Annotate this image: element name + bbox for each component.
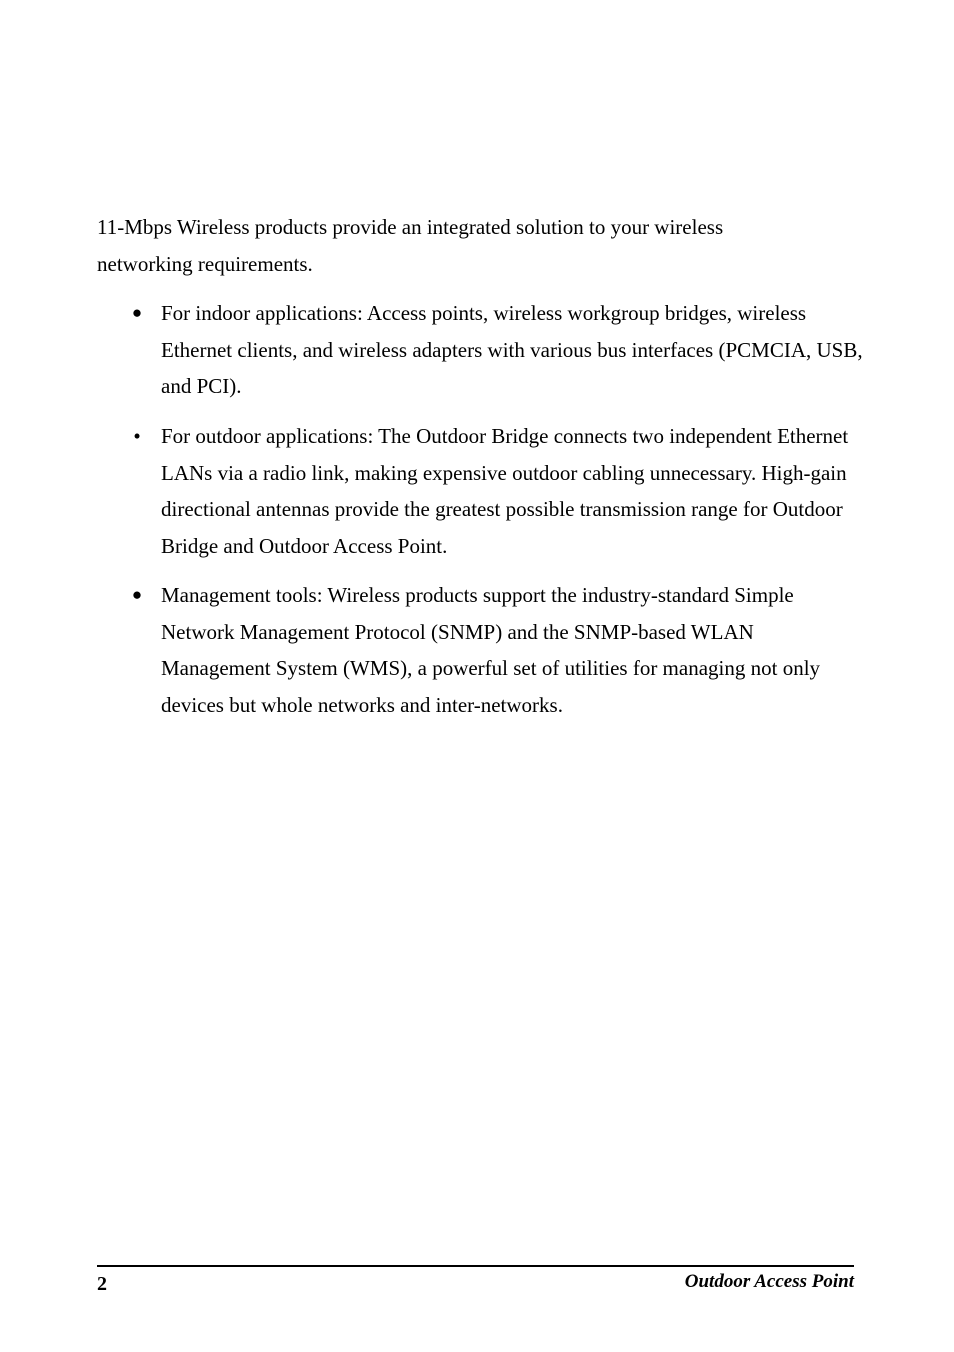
bullet-text: Management tools: Wireless products support the industry-standard Simple Network Management Protocol (SNMP) and the SNMP-based WLAN Management System (WMS), a powerful set of utilities for managing not only devices but whole networks and inter-networks. xyxy=(161,583,821,717)
bullet-item-outdoor xyxy=(133,418,866,564)
bullet-text: For outdoor applications: The Outdoor Bridge connects two independent Ethernet LANs via a radio link, making expensive outdoor cabling unnecessary. High-gain directional antennas provide the greatest possible transmission range for Outdoor Bridge and Outdoor Access Point. xyxy=(161,424,849,558)
bullet-text: For indoor applications: Access points, wireless workgroup bridges, wireless Ethernet clients, and wireless adapters with various bus interfaces (PCMCIA, USB, and PCI). xyxy=(161,301,863,398)
bullet-marker: ● xyxy=(131,585,143,604)
running-title: Outdoor Access Point xyxy=(684,1271,854,1292)
page-number: 2 xyxy=(97,1273,107,1295)
footer-divider xyxy=(97,1265,854,1267)
bullet-marker: • xyxy=(133,424,141,448)
bullet-item-management xyxy=(131,577,866,723)
intro-paragraph: 11-Mbps Wireless products provide an integrated solution to your wireless networking requirements. xyxy=(97,215,724,276)
bullet-item-indoor xyxy=(131,295,866,405)
bullet-marker: ● xyxy=(131,303,143,322)
